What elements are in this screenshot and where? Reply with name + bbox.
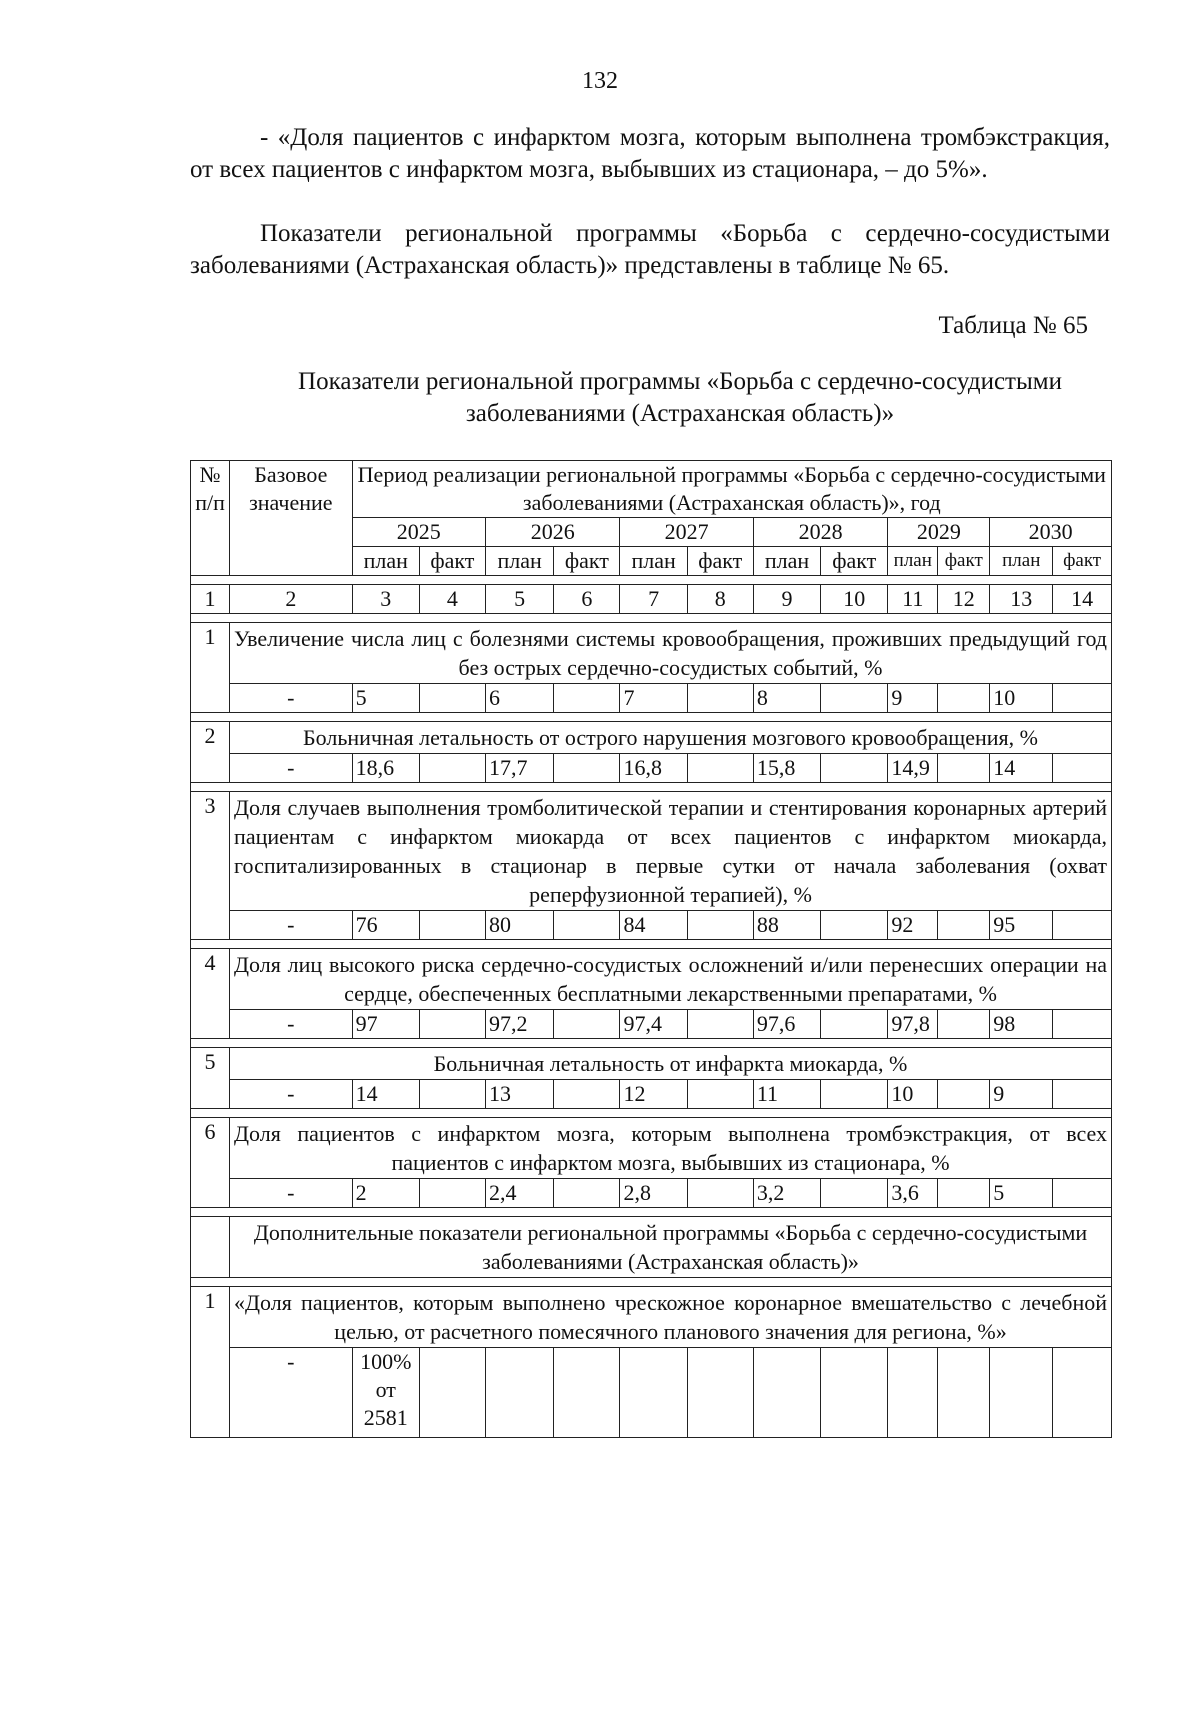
indicator-name: Увеличение числа лиц с болезнями системы кровообращения, проживших предыдущий год без острых сердечно-сосудистых событий, % (230, 623, 1112, 684)
fact-value-2026 (554, 684, 620, 713)
header-fact-2030: факт (1053, 547, 1112, 576)
fact-value-2025 (419, 911, 485, 940)
indicator-name-row (191, 949, 1112, 1010)
gap-row (191, 1109, 1112, 1118)
indicator-base-value: - (230, 911, 353, 940)
plan-value-2029: 9 (888, 684, 938, 713)
fact-value-2025 (419, 684, 485, 713)
plan-value-2030: 9 (990, 1080, 1053, 1109)
indicator-base-value: - (230, 684, 353, 713)
additional-title-row (191, 1217, 1112, 1278)
plan-value-2030: 95 (990, 911, 1053, 940)
fact-value-2027 (687, 1080, 753, 1109)
fact-value-2027 (687, 1348, 753, 1438)
plan-value-2026: 80 (486, 911, 554, 940)
header-fact-2025: факт (419, 547, 485, 576)
plan-value-2026: 97,2 (486, 1010, 554, 1039)
plan-value-2026 (486, 1348, 554, 1438)
fact-value-2026 (554, 1179, 620, 1208)
plan-value-2029: 92 (888, 911, 938, 940)
indicator-base-value: - (230, 754, 353, 783)
header-num: № п/п (191, 461, 230, 576)
header-plan-2030: план (990, 547, 1053, 576)
fact-value-2028 (821, 684, 888, 713)
fact-value-2030 (1053, 684, 1112, 713)
indicator-number: 6 (191, 1118, 230, 1208)
plan-value-2029: 97,8 (888, 1010, 938, 1039)
column-number-10: 10 (821, 585, 888, 614)
column-number-2: 2 (230, 585, 353, 614)
paragraph-1: - «Доля пациентов с инфарктом мозга, которым выполнена тромбэкстракция, от всех пациентов с инфарктом мозга, выбывших из стационара, – до 5%». (190, 124, 1110, 183)
column-number-9: 9 (753, 585, 820, 614)
plan-value-2028: 88 (753, 911, 820, 940)
fact-value-2025 (419, 1179, 485, 1208)
plan-value-2028 (753, 1348, 820, 1438)
indicator-values-row (191, 1348, 1112, 1438)
gap-row (191, 940, 1112, 949)
indicators-table (190, 460, 1112, 1438)
header-year-2025: 2025 (352, 518, 485, 547)
column-number-4: 4 (419, 585, 485, 614)
plan-value-2027: 84 (620, 911, 687, 940)
plan-value-2025: 2 (352, 1179, 419, 1208)
indicator-name-row (191, 623, 1112, 684)
fact-value-2029 (938, 911, 990, 940)
column-number-6: 6 (554, 585, 620, 614)
plan-value-2026: 6 (486, 684, 554, 713)
fact-value-2026 (554, 1348, 620, 1438)
header-fact-2027: факт (687, 547, 753, 576)
indicator-base-value: - (230, 1348, 353, 1438)
fact-value-2029 (938, 1179, 990, 1208)
fact-value-2026 (554, 1080, 620, 1109)
indicator-name-row (191, 1048, 1112, 1080)
gap-row (191, 783, 1112, 792)
fact-value-2028 (821, 911, 888, 940)
indicator-number: 1 (191, 623, 230, 713)
fact-value-2026 (554, 754, 620, 783)
header-year-2029: 2029 (888, 518, 990, 547)
plan-value-2025: 100% от 2581 (352, 1348, 419, 1438)
column-number-5: 5 (486, 585, 554, 614)
indicator-values-row (191, 684, 1112, 713)
indicator-values-row (191, 911, 1112, 940)
indicator-values-row (191, 754, 1112, 783)
header-plan-2025: план (352, 547, 419, 576)
indicator-name-row (191, 792, 1112, 911)
fact-value-2027 (687, 684, 753, 713)
plan-value-2027: 97,4 (620, 1010, 687, 1039)
fact-value-2025 (419, 1080, 485, 1109)
indicator-name: Доля случаев выполнения тромболитической терапии и стентирования коронарных артерий пациентам с инфарктом миокарда от всех пациентов с инфарктом миокарда, госпитализированных в стационар в первые сутки от начала заболевания (охват реперфузионной терапией), % (230, 792, 1112, 911)
indicator-number: 3 (191, 792, 230, 940)
fact-value-2029 (938, 1348, 990, 1438)
page-number: 132 (582, 68, 618, 94)
indicator-base-value: - (230, 1179, 353, 1208)
indicator-name: «Доля пациентов, которым выполнено чрескожное коронарное вмешательство с лечебной целью, от расчетного помесячного планового значения для региона, %» (230, 1287, 1112, 1348)
additional-title: Дополнительные показатели региональной программы «Борьба с сердечно-сосудистыми заболеваниями (Астраханская область)» (230, 1217, 1112, 1278)
indicator-number: 1 (191, 1287, 230, 1438)
fact-value-2025 (419, 1348, 485, 1438)
plan-value-2025: 14 (352, 1080, 419, 1109)
indicator-name-row (191, 1287, 1112, 1348)
plan-value-2027: 7 (620, 684, 687, 713)
plan-value-2025: 18,6 (352, 754, 419, 783)
gap-row (191, 713, 1112, 722)
indicator-values-row (191, 1179, 1112, 1208)
fact-value-2025 (419, 1010, 485, 1039)
plan-value-2030: 10 (990, 684, 1053, 713)
column-number-11: 11 (888, 585, 938, 614)
plan-value-2026: 17,7 (486, 754, 554, 783)
fact-value-2028 (821, 1179, 888, 1208)
header-plan-2026: план (486, 547, 554, 576)
fact-value-2030 (1053, 1348, 1112, 1438)
header-plan-2028: план (753, 547, 820, 576)
column-number-8: 8 (687, 585, 753, 614)
indicator-name: Больничная летальность от острого нарушения мозгового кровообращения, % (230, 722, 1112, 754)
indicator-values-row (191, 1080, 1112, 1109)
indicator-number: 4 (191, 949, 230, 1039)
header-gap (191, 576, 1112, 585)
column-number-3: 3 (352, 585, 419, 614)
fact-value-2025 (419, 754, 485, 783)
gap-row (191, 1208, 1112, 1217)
fact-value-2027 (687, 1179, 753, 1208)
plan-value-2030: 5 (990, 1179, 1053, 1208)
plan-value-2028: 97,6 (753, 1010, 820, 1039)
fact-value-2028 (821, 1080, 888, 1109)
fact-value-2030 (1053, 754, 1112, 783)
header-fact-2029: факт (938, 547, 990, 576)
table-label: Таблица № 65 (938, 312, 1088, 339)
header-year-2026: 2026 (486, 518, 620, 547)
column-number-1: 1 (191, 585, 230, 614)
header-year-2027: 2027 (620, 518, 753, 547)
plan-value-2027 (620, 1348, 687, 1438)
paragraph-2: Показатели региональной программы «Борьба с сердечно-сосудистыми заболеваниями (Астраханская область)» представлены в таблице № 65. (190, 220, 1110, 279)
plan-value-2030: 98 (990, 1010, 1053, 1039)
plan-value-2027: 16,8 (620, 754, 687, 783)
fact-value-2027 (687, 911, 753, 940)
header-row-1 (191, 461, 1112, 518)
indicator-name: Доля лиц высокого риска сердечно-сосудистых осложнений и/или перенесших операции на сердце, обеспеченных бесплатными лекарственными препаратами, % (230, 949, 1112, 1010)
plan-value-2029: 10 (888, 1080, 938, 1109)
plan-value-2025: 5 (352, 684, 419, 713)
fact-value-2028 (821, 1348, 888, 1438)
column-number-7: 7 (620, 585, 687, 614)
plan-value-2028: 3,2 (753, 1179, 820, 1208)
column-number-12: 12 (938, 585, 990, 614)
fact-value-2029 (938, 684, 990, 713)
fact-value-2030 (1053, 911, 1112, 940)
plan-value-2028: 15,8 (753, 754, 820, 783)
plan-value-2029: 3,6 (888, 1179, 938, 1208)
indicator-name-row (191, 1118, 1112, 1179)
plan-value-2025: 97 (352, 1010, 419, 1039)
plan-value-2026: 2,4 (486, 1179, 554, 1208)
fact-value-2026 (554, 911, 620, 940)
gap-row (191, 1039, 1112, 1048)
fact-value-2027 (687, 754, 753, 783)
plan-value-2029: 14,9 (888, 754, 938, 783)
plan-value-2027: 12 (620, 1080, 687, 1109)
header-year-2030: 2030 (990, 518, 1112, 547)
indicator-name: Доля пациентов с инфарктом мозга, которым выполнена тромбэкстракция, от всех пациентов с инфарктом мозга, выбывших из стационара, % (230, 1118, 1112, 1179)
header-fact-2026: факт (554, 547, 620, 576)
fact-value-2030 (1053, 1080, 1112, 1109)
fact-value-2030 (1053, 1179, 1112, 1208)
header-fact-2028: факт (821, 547, 888, 576)
indicator-name-row (191, 722, 1112, 754)
header-base: Базовое значение (230, 461, 353, 576)
fact-value-2027 (687, 1010, 753, 1039)
indicator-values-row (191, 1010, 1112, 1039)
header-period: Период реализации региональной программы «Борьба с сердечно-сосудистыми заболеваниями (Астраханская область)», год (352, 461, 1111, 518)
fact-value-2029 (938, 754, 990, 783)
header-plan-2029: план (888, 547, 938, 576)
fact-value-2030 (1053, 1010, 1112, 1039)
header-plan-2027: план (620, 547, 687, 576)
indicator-base-value: - (230, 1080, 353, 1109)
plan-value-2027: 2,8 (620, 1179, 687, 1208)
column-number-14: 14 (1053, 585, 1112, 614)
fact-value-2028 (821, 1010, 888, 1039)
column-number-13: 13 (990, 585, 1053, 614)
gap-row (191, 614, 1112, 623)
plan-value-2028: 11 (753, 1080, 820, 1109)
header-year-2028: 2028 (753, 518, 887, 547)
fact-value-2028 (821, 754, 888, 783)
plan-value-2030 (990, 1348, 1053, 1438)
column-numbers-row (191, 585, 1112, 614)
indicator-number: 2 (191, 722, 230, 783)
plan-value-2028: 8 (753, 684, 820, 713)
fact-value-2029 (938, 1010, 990, 1039)
gap-row (191, 1278, 1112, 1287)
table-caption: Показатели региональной программы «Борьба с сердечно-сосудистыми заболеваниями (Астраханская область)» (298, 368, 1062, 427)
fact-value-2029 (938, 1080, 990, 1109)
plan-value-2029 (888, 1348, 938, 1438)
plan-value-2030: 14 (990, 754, 1053, 783)
indicator-name: Больничная летальность от инфаркта миокарда, % (230, 1048, 1112, 1080)
fact-value-2026 (554, 1010, 620, 1039)
indicator-number: 5 (191, 1048, 230, 1109)
plan-value-2026: 13 (486, 1080, 554, 1109)
indicator-base-value: - (230, 1010, 353, 1039)
plan-value-2025: 76 (352, 911, 419, 940)
